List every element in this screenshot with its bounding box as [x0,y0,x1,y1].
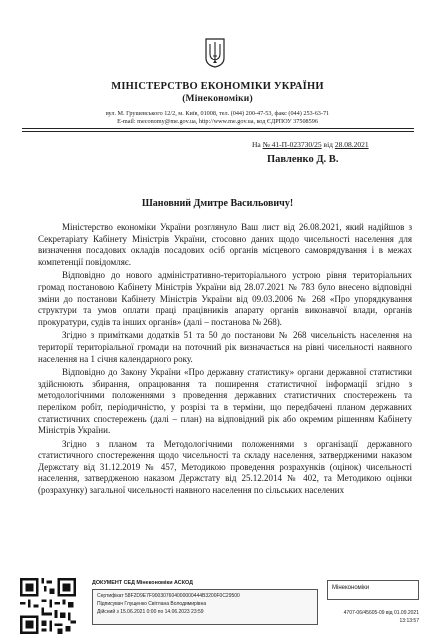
ministry-short-name: (Мінекономіки) [182,94,253,104]
signature-box [92,589,318,625]
ministry-stamp [327,580,419,600]
ministry-address: вул. М. Грушевського 12/2, м. Київ, 01008, тел. (044) 200-47-53, факс (044) 253-63-71 [105,110,330,117]
signature-footer [0,578,435,640]
header-divider-thin [22,131,414,132]
body-paragraph: Відповідно до нового адміністративно-територіального устрою рівня територіальних громад постановою Кабінету Міністрів України від 28.07.2021 № 783 було внесено відповідні зміни до постанови Кабінету Міністрів України від 09.03.2006 № 268 «Про упорядкування структури та умов оплати праці працівників апарату органів виконавчої влади, органів прокуратури, судів та інших органів» (далі – постанова № 268). [38,270,412,327]
ministry-name: МІНІСТЕРСТВО ЕКОНОМІКИ УКРАЇНИ [111,81,324,92]
document-registration-time: 13:13:57 [399,618,419,624]
registration-line [252,140,369,149]
registration-prefix: На [252,140,261,149]
signature-header: ДОКУМЕНТ СЕД Мінекономіки АСКОД [92,580,193,586]
signature-validity: Дійсний з 15.06.2021 0:00 по 14.06.2023 23:59 [97,609,204,615]
stamp-label: Мінекономіки [332,585,370,591]
ministry-contacts: E-mail: meconomy@me.gov.ua, http://www.me.gov.ua, код ЄДРПОУ 37508596 [117,118,318,125]
signature-certificate: Сертифікат 58F2D9E7F900307604000000444B3200F0C29500 [97,593,240,599]
salutation: Шановний Дмитре Васильовичу! [141,198,294,209]
body-paragraph: Згідно з планом та Методологічними положеннями з організації державного статистичного спостереження щодо чисельності та складу населення, затвердженими наказом Держстату від 31.12.2019 № 457, Методикою проведення розрахунків (оцінок) чисельності населення, затвердженою наказом Держстату від 25.12.2014 № 402, та Методикою оцінки (розрахунку) загальної чисельності наявного населення по сільських населених [38,438,412,496]
ukraine-trident-emblem-icon [205,38,225,68]
letter-body [38,222,412,499]
registration-number: № 41-П-023730/25 [262,140,322,149]
registration-date: 28.08.2021 [334,140,369,149]
body-paragraph: Згідно з примітками додатків 51 та 50 до постанови № 268 чисельність населення на території територіальної громади на поточний рік визначається на рівні чисельності наявного населення на 1 січня календарного року. [38,330,412,364]
registration-from: від [323,140,333,149]
signature-signer: Підписувач Глущенко Світлана Володимирівна [97,601,207,607]
addressee-name: Павленко Д. В. [267,154,339,165]
qr-code-icon [20,578,76,634]
body-paragraph: Міністерство економіки України розглянуло Ваш лист від 26.08.2021, який надійшов з Секретаріату Кабінету Міністрів України, стосовно даних щодо чисельності населення для визначення посадових окладів посадових осіб органів місцевого самоврядування і в межах компетенції повідомляє. [38,222,412,267]
body-paragraph: Відповідно до Закону України «Про державну статистику» органи державної статистики здійснюють збирання, опрацювання та поширення статистичної інформації згідно з методологічними положеннями з проведення державних статистичних спостережень та переліком робіт, періодичністю, у розрізі та в терміни, що передбачені планом державних статистичних спостережень (далі – план) на відповідний рік або окремим рішенням Кабінету Міністрів України. [38,367,412,436]
signature-block [92,580,316,636]
header-divider-thick [22,128,414,129]
document-registration-id: 4707-06/45605-09 від 01.09.2021 [343,610,419,616]
